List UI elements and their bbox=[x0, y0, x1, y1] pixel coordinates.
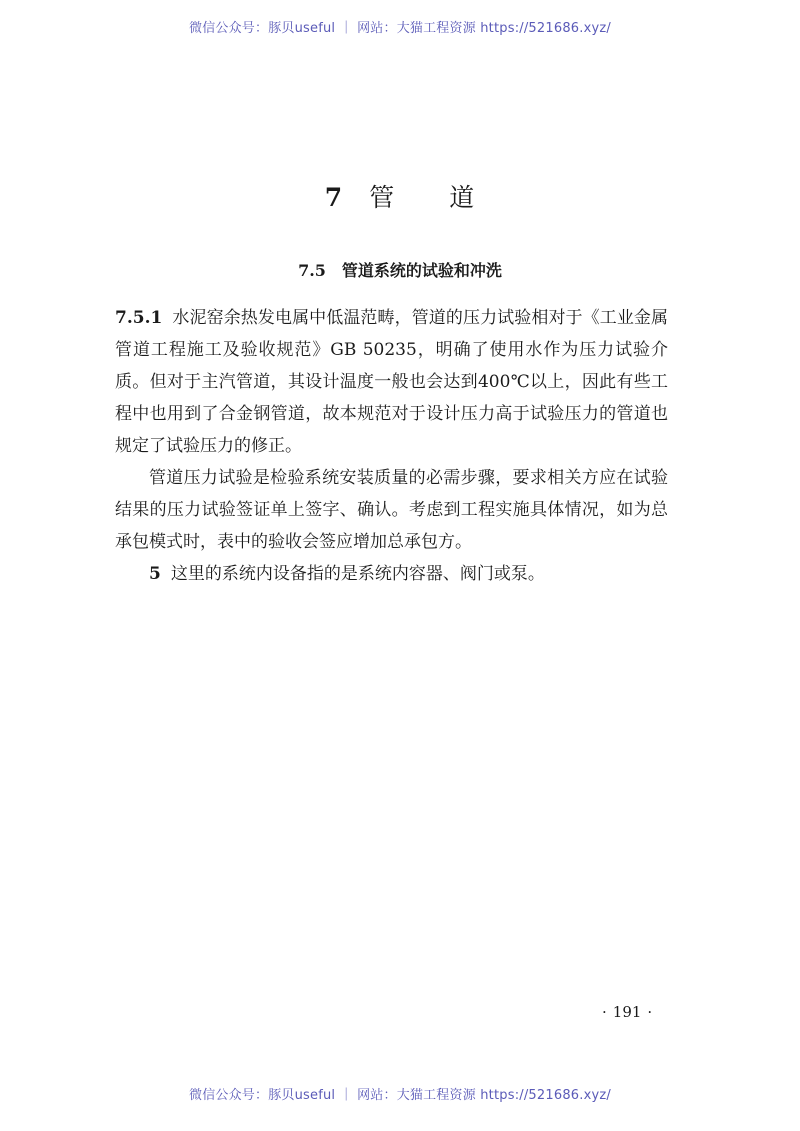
chapter-title-char-2: 道 bbox=[449, 183, 476, 212]
clause-number: 7.5.1 bbox=[115, 308, 163, 328]
watermark-top: 微信公众号：豚贝useful ｜ 网站：大猫工程资源 https://521686.xyz/ bbox=[189, 21, 611, 36]
page-number-dot-right: · bbox=[647, 1003, 653, 1021]
body-text bbox=[115, 302, 668, 590]
page-number-value: 191 bbox=[612, 1003, 642, 1021]
clause-paragraph-2: 管道压力试验是检验系统安装质量的必需步骤，要求相关方应在试验结果的压力试验签证单上签字、确认。考虑到工程实施具体情况，如为总承包模式时，表中的验收会签应增加总承包方。 bbox=[115, 468, 668, 552]
clause-item-5 bbox=[115, 558, 668, 590]
section-heading bbox=[0, 258, 800, 281]
chapter-number: 7 bbox=[324, 183, 344, 212]
chapter-heading bbox=[0, 178, 800, 214]
item-number: 5 bbox=[149, 564, 161, 584]
page-number-dot-left: · bbox=[602, 1003, 607, 1021]
section-title: 管道系统的试验和冲洗 bbox=[341, 261, 502, 280]
page-number bbox=[596, 1003, 658, 1021]
watermark-bottom: 微信公众号：豚贝useful ｜ 网站：大猫工程资源 https://521686.xyz/ bbox=[189, 1088, 611, 1103]
clause-paragraph-1 bbox=[115, 302, 668, 462]
section-number: 7.5 bbox=[298, 261, 326, 280]
item-text: 这里的系统内设备指的是系统内容器、阀门或泵。 bbox=[170, 564, 545, 584]
chapter-title-char-1: 管 bbox=[369, 183, 396, 212]
clause-paragraph-1-text: 水泥窑余热发电属中低温范畴，管道的压力试验相对于《工业金属管道工程施工及验收规范》GB 50235，明确了使用水作为压力试验介质。但对于主汽管道，其设计温度一般也会达到400℃以上，因此有些工程中也用到了合金钢管道，故本规范对于设计压力高于试验压力的管道也规定了试验压力的修正。 bbox=[115, 308, 668, 456]
